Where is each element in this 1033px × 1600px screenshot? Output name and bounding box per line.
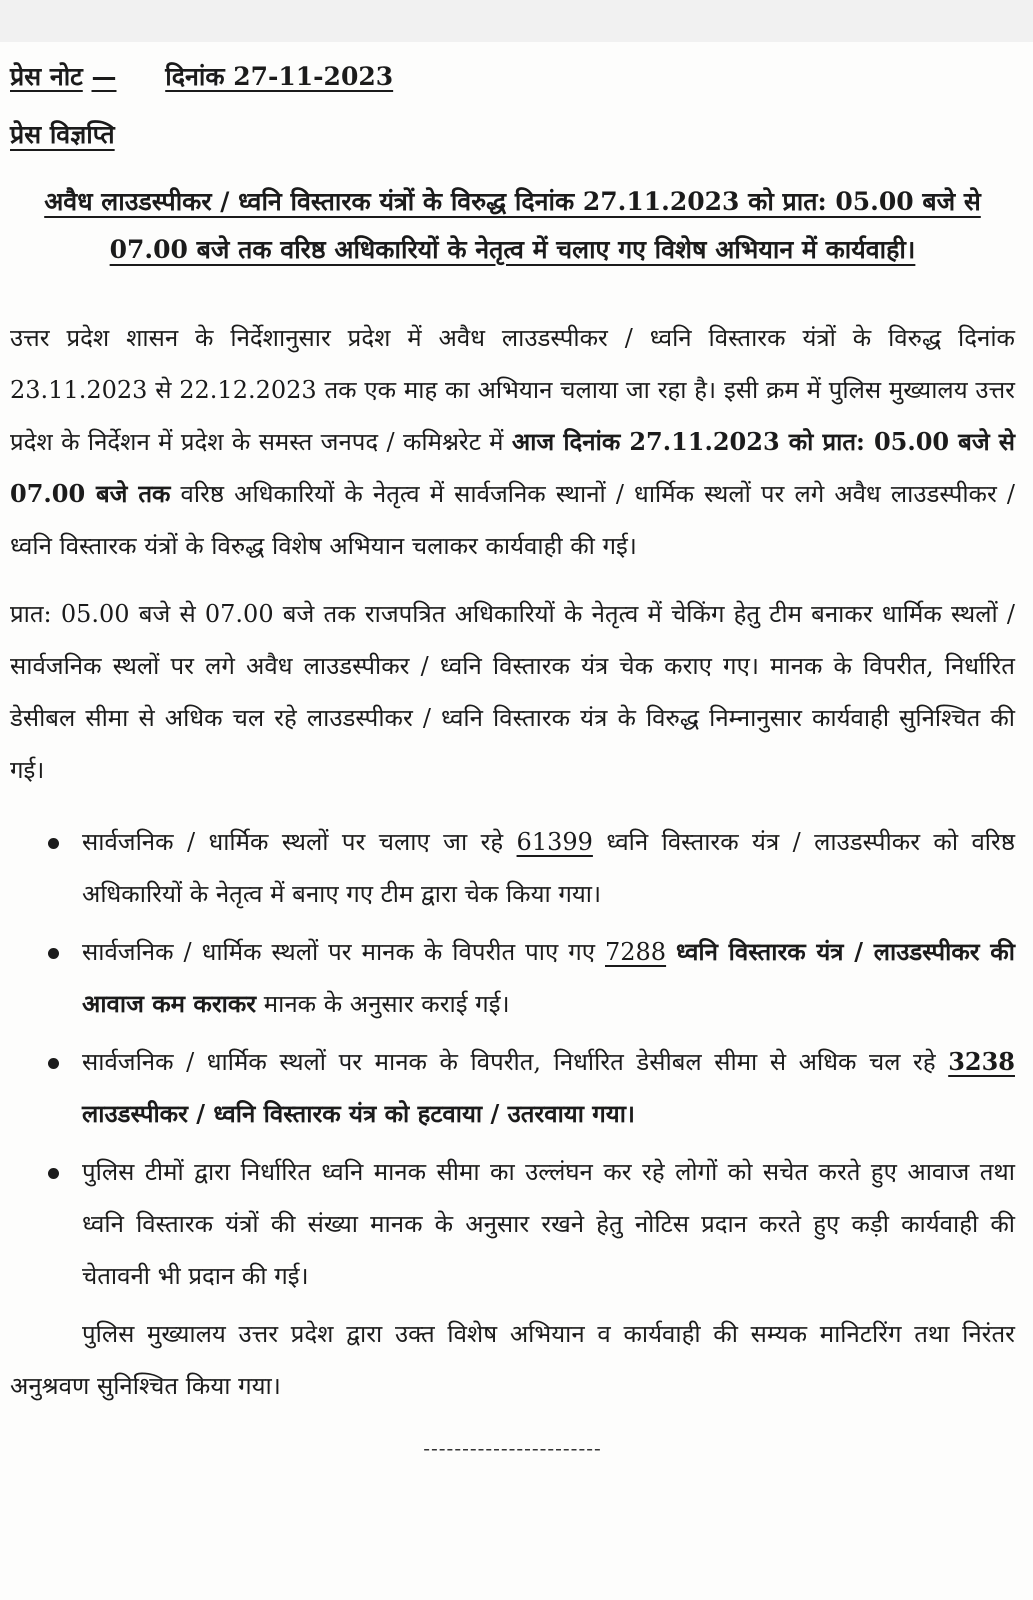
footer-divider: ----------------------- (423, 1436, 602, 1460)
bullet2-pre: सार्वजनिक / धार्मिक स्थलों पर मानक के विपरीत पाए गए (82, 938, 596, 966)
action-list (10, 816, 1015, 1302)
bullet-icon (48, 948, 59, 959)
bullet-icon (48, 838, 59, 849)
bullet1-post: ध्वनि विस्तारक यंत्र / लाउडस्पीकर को वरिष्ठ अधिकारियों के नेतृत्व में बनाए गए टीम द्वारा चेक किया गया। (82, 828, 1015, 908)
top-bar (0, 0, 1033, 42)
paragraph-checking: प्रात: 05.00 बजे से 07.00 बजे तक राजपत्रित अधिकारियों के नेतृत्व में चेकिंग हेतु टीम बनाकर धार्मिक स्थलों / सार्वजनिक स्थलों पर लगे अवैध लाउडस्पीकर / ध्वनि विस्तारक यंत्र चेक कराए गए। मानक के विपरीत, निर्धारित डेसीबल सीमा से अधिक चल रहे लाउडस्पीकर / ध्वनि विस्तारक यंत्र के विरुद्ध निम्नानुसार कार्यवाही सुनिश्चित की गई। (10, 600, 1015, 784)
bullet1-pre: सार्वजनिक / धार्मिक स्थलों पर चलाए जा रहे (82, 828, 504, 856)
bullet4-text: पुलिस टीमों द्वारा निर्धारित ध्वनि मानक सीमा का उल्लंघन कर रहे लोगों को सचेत करते हुए आवाज तथा ध्वनि विस्तारक यंत्रों की संख्या मानक के अनुसार रखने हेतु नोटिस प्रदान करते हुए कड़ी कार्यवाही की चेतावनी भी प्रदान की गई। (82, 1158, 1015, 1290)
paragraph-intro (10, 312, 1015, 572)
bullet3-count: 3238 (948, 1047, 1015, 1076)
intro-text-c: वरिष्ठ अधिकारियों के नेतृत्व में सार्वजनिक स्थानों / धार्मिक स्थलों पर लगे अवैध लाउडस्पीकर / ध्वनि विस्तारक यंत्रों के विरुद्ध विशेष अभियान चलाकर कार्यवाही की गई। (10, 480, 1015, 560)
press-note-document (10, 52, 1015, 1460)
paragraph-closing: पुलिस मुख्यालय उत्तर प्रदेश द्वारा उक्त विशेष अभियान व कार्यवाही की सम्यक मानिटरिंग तथा निरंतर अनुश्रवण सुनिश्चित किया गया। (10, 1320, 1015, 1400)
bullet2-bold: ध्वनि विस्तारक यंत्र / लाउडस्पीकर की आवाज कम कराकर (82, 937, 1015, 1018)
list-item (10, 1036, 1015, 1140)
press-release-label (10, 110, 1015, 160)
press-note-label: प्रेस नोट (10, 62, 83, 91)
intro-text-bold: आज दिनांक 27.11.2023 को प्रात: 05.00 बजे से 07.00 बजे तक (10, 427, 1015, 508)
list-item (10, 1146, 1015, 1302)
intro-text-a: उत्तर प्रदेश शासन के निर्देशानुसार प्रदेश में अवैध लाउडस्पीकर / ध्वनि विस्तारक यंत्रों के विरुद्ध दिनांक 23.11.2023 से 22.12.2023 तक एक माह का अभियान चलाया जा रहा है। इसी क्रम में पुलिस मुख्यालय उत्तर प्रदेश के निर्देशन में प्रदेश के समस्त जनपद / कमिश्नरेट में (10, 324, 1015, 456)
press-release-text: प्रेस विज्ञप्ति (10, 120, 115, 149)
list-item (10, 816, 1015, 920)
bullet3-pre: सार्वजनिक / धार्मिक स्थलों पर मानक के विपरीत, निर्धारित डेसीबल सीमा से अधिक चल रहे (82, 1048, 936, 1076)
bullet1-count: 61399 (516, 828, 593, 856)
list-item (10, 926, 1015, 1030)
document-heading: अवैध लाउडस्पीकर / ध्वनि विस्तारक यंत्रों के विरुद्ध दिनांक 27.11.2023 को प्रात: 05.00 बजे से 07.00 बजे तक वरिष्ठ अधिकारियों के नेतृत्व में चलाए गए विशेष अभियान में कार्यवाही। (44, 187, 981, 264)
bullet3-bold: लाउडस्पीकर / ध्वनि विस्तारक यंत्र को हटवाया / उतरवाया गया। (82, 1099, 636, 1128)
bullet-icon (48, 1168, 59, 1179)
bullet-icon (48, 1058, 59, 1069)
header-dash: — (91, 62, 117, 91)
press-note-date: दिनांक 27-11-2023 (165, 62, 394, 91)
press-note-header (10, 52, 1015, 102)
bullet2-count: 7288 (605, 938, 667, 966)
bullet2-post: मानक के अनुसार कराई गई। (263, 990, 510, 1018)
